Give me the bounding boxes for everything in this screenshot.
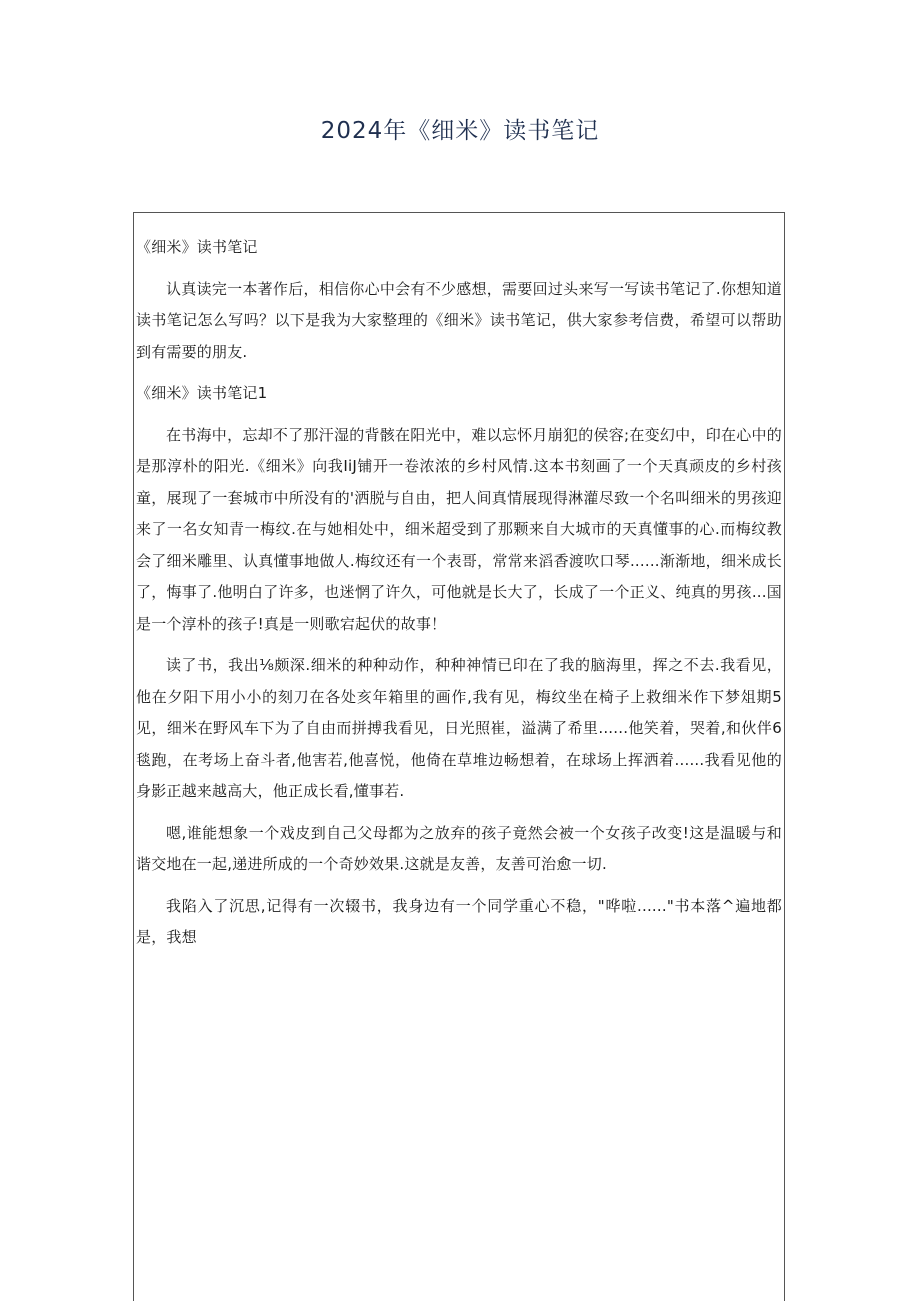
document-body (136, 232, 782, 954)
body-paragraph: 嗯,谁能想象一个戏皮到自己父母都为之放弃的孩子竟然会被一个女孩子改变!这是温暖与和谐交地在一起,递进所成的一个奇妙效果.这就是友善，友善可治愈一切. (136, 823, 782, 873)
document-title: 2024年《细米》读书笔记 (320, 118, 600, 144)
section-heading: 《细米》读书笔记1 (136, 384, 268, 402)
body-paragraph: 我陷入了沉思,记得有一次辍书，我身边有一个同学重心不稳，"哗啦......"书本落^遍地都是，我想 (136, 896, 782, 946)
body-paragraph: 读了书，我出⅛颇深.细米的种种动作，种种神情已印在了我的脑海里，挥之不去.我看见，他在夕阳下用小小的刻刀在各处亥年箱里的画作,我有见，梅纹坐在椅子上救细米作下梦俎期5见，细米在野风车下为了自由而拼搏我看见，日光照崔，溢满了希里......他笑着，哭着,和伙伴6毯跑，在考场上奋斗者,他害若,他喜悦，他倚在草堆边畅想着，在球场上挥洒着......我看见他的身影正越来越高大，他正成长看,懂事若. (136, 656, 782, 800)
intro-paragraph: 认真读完一本著作后，相信你心中会有不少感想，需要回过头来写一写读书笔记了.你想知道读书笔记怎么写吗？以下是我为大家整理的《细米》读书笔记，供大家参考信费，希望可以帮助到有需要的朋友. (136, 279, 782, 361)
body-paragraph: 在书海中，忘却不了那汗湿的背骸在阳光中，难以忘怀月崩犯的侯容;在变幻中，印在心中的是那淳朴的阳光.《细米》向我IiJ铺开一卷浓浓的乡村风情.这本书刻画了一个天真顽皮的乡村孩童，展现了一套城市中所没有的'洒脱与自由，把人间真情展现得淋灌尽致一个名叫细米的男孩迎来了一名女知青一梅纹.在与她相处中，细米超受到了那颗来自大城市的天真懂事的心.而梅纹教会了细米雕里、认真懂事地做人.梅纹还有一个表哥，常常来滔香渡吹口琴......渐渐地，细米成长了，悔事了.他明白了许多，也迷惘了许久，可他就是长大了，长成了一个正义、纯真的男孩...国是一个淳朴的孩子!真是一则歌宕起伏的故事！ (136, 425, 782, 633)
intro-heading: 《细米》读书笔记 (136, 238, 258, 256)
